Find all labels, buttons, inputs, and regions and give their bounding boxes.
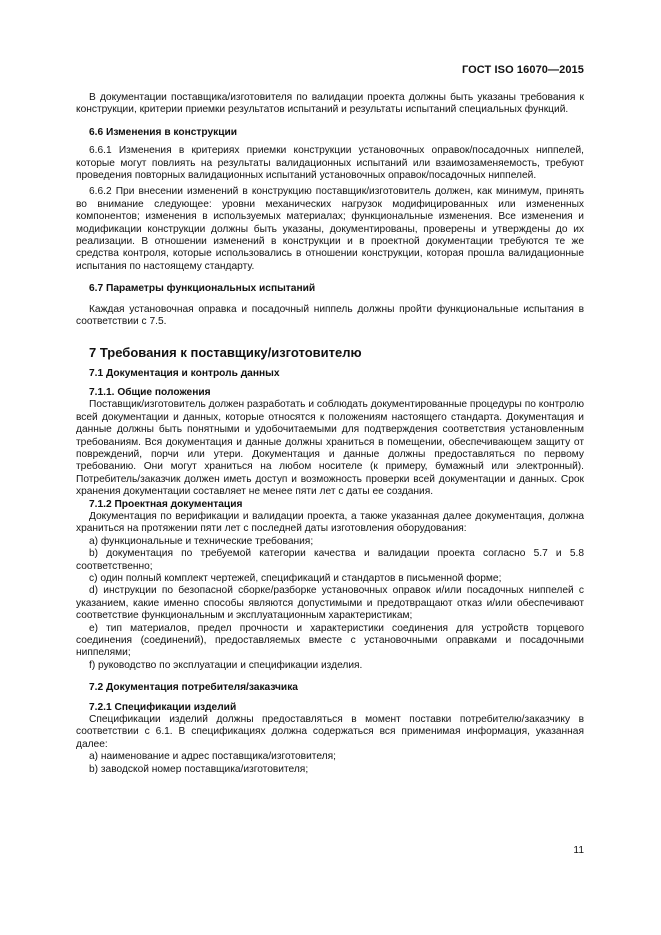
paragraph: В документации поставщика/изготовителя по валидации проекта должны быть указаны требования к конструкции, критерии приемки результатов испытаний и результаты испытаний специальных функций.	[76, 92, 584, 116]
list-item: b) документация по требуемой категории качества и валидации проекта согласно 5.7 и 5.8 соответственно;	[76, 548, 584, 572]
list-item: a) наименование и адрес поставщика/изготовителя;	[89, 751, 336, 763]
subsection-heading-7-1-2: 7.1.2 Проектная документация	[89, 498, 243, 510]
list-item: e) тип материалов, предел прочности и характеристики соединения для устройств торцевого соединения (соединений), предоставляемых вместе с установочными оправками и посадочными ниппелями;	[76, 622, 584, 659]
list-item: a) функциональные и технические требования;	[89, 535, 314, 547]
section-heading-7-2: 7.2 Документация потребителя/заказчика	[89, 682, 298, 694]
standard-designation: ГОСТ ISO 16070—2015	[461, 64, 584, 76]
paragraph-6-6-2: 6.6.2 При внесении изменений в конструкцию поставщик/изготовитель должен, как минимум, принять во внимание следующее: уровни механических нагрузок модифицированных или измененных компонентов; изменения в используемых материалах; функциональные изменения. Все изменения и модификации конструкции должны быть указаны, документированы, проверены и утверждены до их реализации. В отношении изменений в конструкции и в проектной документации требуются те же средства контроля, которые использовались в отношении конструкции, которая прошла валидационные испытания по настоящему стандарту.	[76, 186, 584, 272]
paragraph: Каждая установочная оправка и посадочный ниппель должны пройти функциональные испытания в соответствии с 7.5.	[76, 303, 584, 328]
paragraph: Документация по верификации и валидации проекта, а также указанная далее документация, должна храниться на протяжении пяти лет с последней даты изготовления оборудования:	[76, 510, 584, 535]
paragraph: Спецификации изделий должны предоставляться в момент поставки потребителю/заказчику в соответствии с 6.1. В спецификациях должна содержаться вся применимая информация, указанная далее:	[76, 714, 584, 750]
section-heading-6-7: 6.7 Параметры функциональных испытаний	[89, 283, 316, 295]
section-heading-6-6: 6.6 Изменения в конструкции	[89, 126, 238, 138]
list-item: c) один полный комплект чертежей, спецификаций и стандартов в письменной форме;	[89, 573, 502, 584]
list-item: f) руководство по эксплуатации и спецификации изделия.	[89, 659, 363, 671]
page-content	[76, 92, 584, 776]
chapter-heading-7: 7 Требования к поставщику/изготовителю	[89, 344, 362, 360]
page-number: 11	[573, 845, 584, 856]
subsection-heading-7-2-1: 7.2.1 Спецификации изделий	[89, 701, 237, 713]
section-heading-7-1: 7.1 Документация и контроль данных	[89, 367, 280, 379]
list-item: d) инструкции по безопасной сборке/разборке установочных оправок и/или посадочных ниппелей с указанием, какие именно способы являются допустимыми и предотвращают отказ и/или обеспечивают соответствие функциональным и эксплуатационным характеристикам;	[76, 585, 584, 622]
paragraph-6-6-1: 6.6.1 Изменения в критериях приемки конструкции установочных оправок/посадочных ниппелей, которые могут повлиять на результаты валидационных испытаний или взаимозаменяемость, требуют проведения повторных валидационных испытаний установочных оправок/посадочных ниппелей.	[76, 145, 584, 182]
subsection-heading-7-1-1: 7.1.1. Общие положения	[89, 386, 211, 398]
list-item: b) заводской номер поставщика/изготовителя;	[89, 763, 309, 775]
paragraph: Поставщик/изготовитель должен разработать и соблюдать документированные процедуры по контролю всей документации и данных, которые относятся к положениям настоящего стандарта. Документация и данные должны быть понятными и удобочитаемыми для подтверждения соответствия установленным требованиям. Вся документация и данные должны храниться в помещении, обеспечивающем защиту от повреждений, порчи или утери. Документация и данные должны предоставляться по первому требованию. Они могут храниться на любом носителе (к примеру, бумажный или электронный). Потребитель/заказчик должен иметь доступ и возможность проверки всей документации и данных. Срок хранения документации составляет не менее пяти лет с даты ее создания.	[76, 399, 584, 498]
